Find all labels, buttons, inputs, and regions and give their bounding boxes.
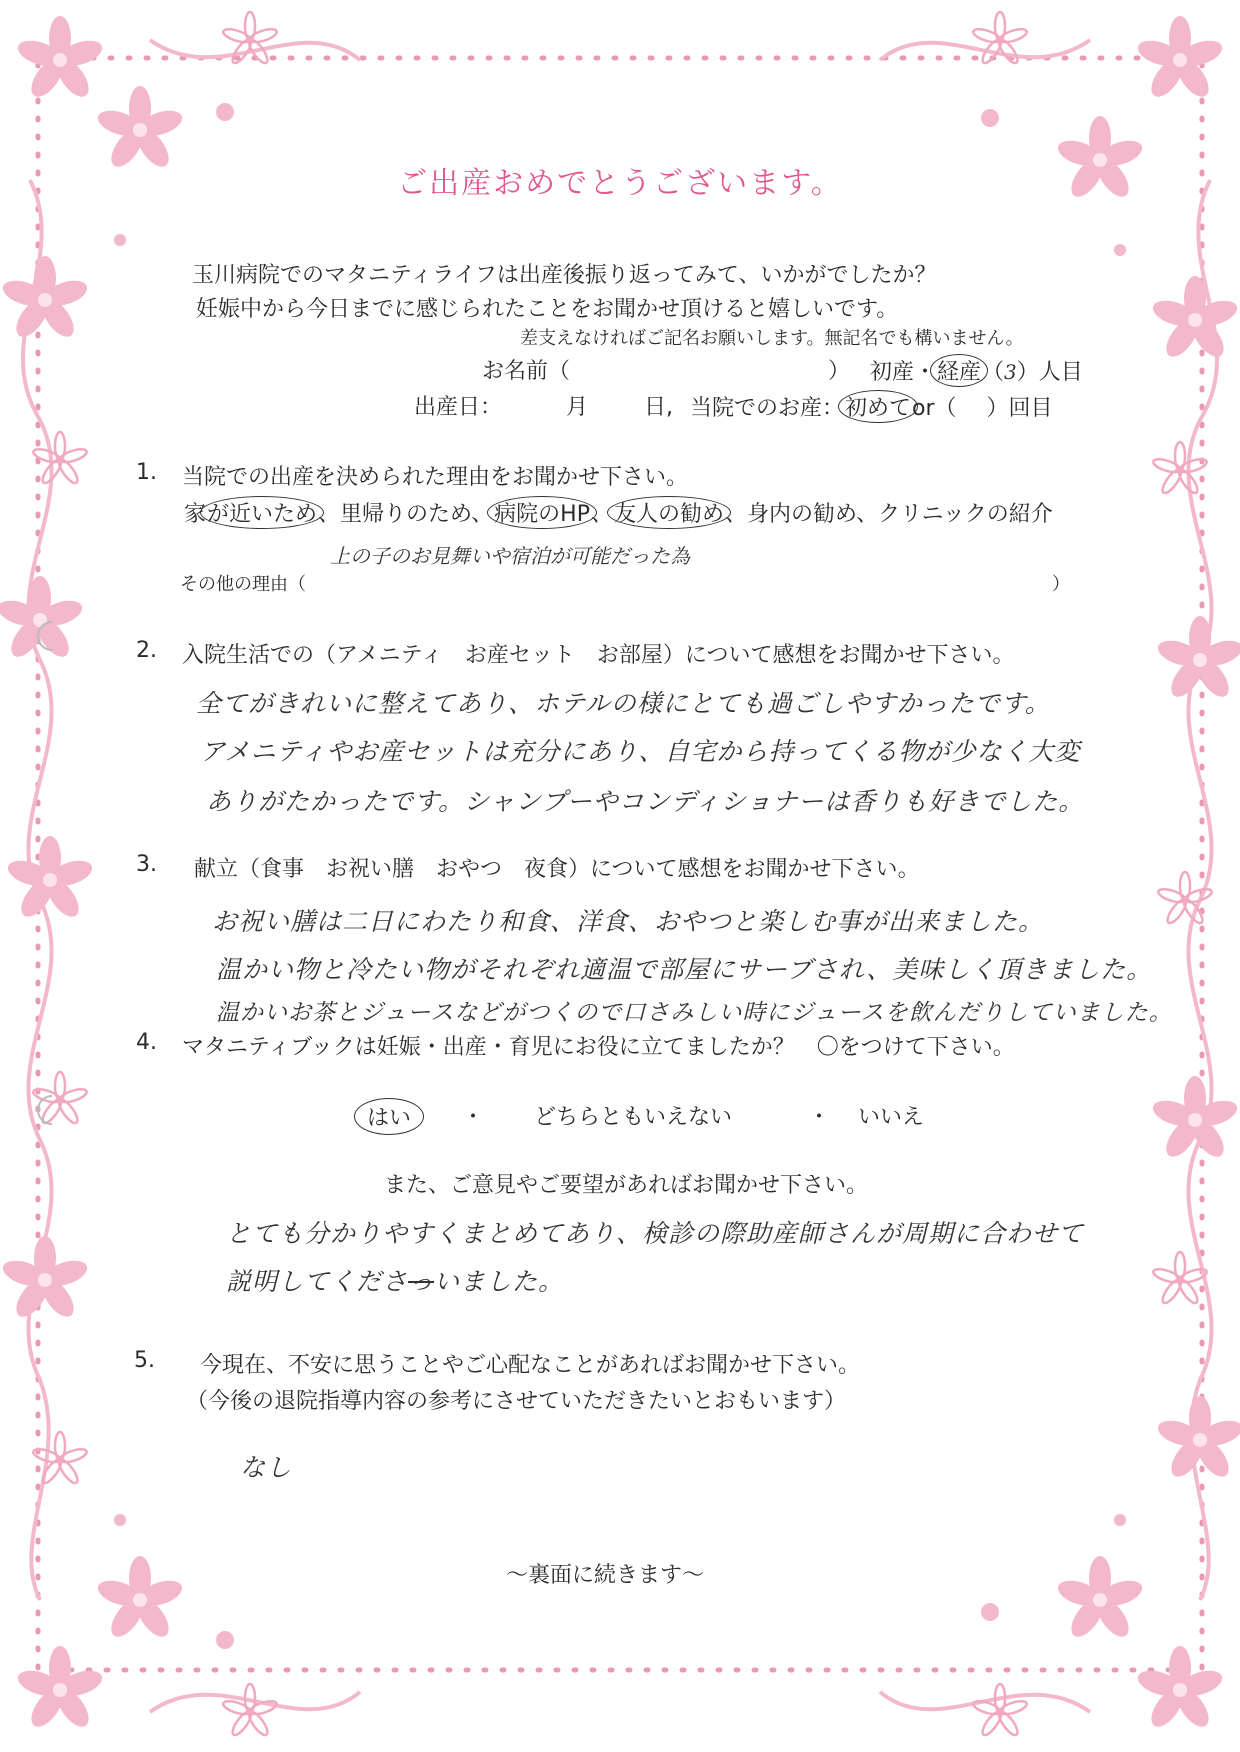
q5-note: （今後の退院指導内容の参考にさせていただきたいとおもいます） (186, 1389, 847, 1414)
q4-answer-2b: いました。 (434, 1267, 565, 1296)
q4-no-option[interactable]: いいえ (858, 1105, 925, 1130)
count-open: （ (982, 360, 1005, 385)
count-value: 3 (1004, 360, 1017, 384)
parity-first: 初産・ (870, 360, 937, 385)
hospital-birth-field[interactable] (690, 390, 1053, 423)
q4-answer-line-2 (226, 1262, 564, 1298)
times-label: ）回目 (986, 396, 1053, 421)
q4-yes-option[interactable] (354, 1098, 424, 1135)
hospital-birth-label: 当院でのお産： (690, 396, 845, 421)
q3-answer-line-3: 温かいお茶とジュースなどがつくので口さみしい時にジュースを飲んだりしていました。 (216, 1000, 1173, 1026)
count-close: ）人目 (1016, 360, 1083, 385)
q4-answer-line-1: とても分かりやすくまとめてあり、検診の際助産師さんが周期に合わせて (226, 1219, 1085, 1248)
q4-neutral-option[interactable]: どちらともいえない (534, 1105, 733, 1130)
q1-other-label: その他の理由（ (180, 574, 306, 595)
q3-answer-line-1: お祝い膳は二日にわたり和食、洋食、おやつと楽しむ事が出来ました。 (212, 907, 1045, 936)
q1-number: 1. (136, 460, 157, 485)
q1-opt-friend-circled: 友人の勧め (607, 496, 731, 529)
q1-question: 当院での出産を決められた理由をお聞かせ下さい。 (182, 465, 689, 490)
or-label: or（ (912, 396, 957, 421)
q4-dot-1: ・ (462, 1105, 485, 1130)
q4-answer-2a: 説明してくださ (226, 1267, 409, 1296)
q1-opt-sep2: 、 (590, 502, 613, 527)
q4-dot-2: ・ (808, 1105, 831, 1130)
q2-answer-line-2: アメニティやお産セットは充分にあり、自宅から持ってくる物が少なく大変 (200, 737, 1081, 766)
intro-line-2: 妊娠中から今日までに感じられたことをお聞かせ頂けると嬉しいです。 (196, 297, 899, 322)
first-time-circled: 初めて (838, 390, 918, 423)
q1-options[interactable] (184, 496, 1053, 529)
q1-opt-near-circled: が近いため (200, 496, 324, 529)
q5-answer: なし (240, 1453, 293, 1482)
birth-date-label: 出産日： (414, 395, 503, 420)
q4-yes-circled: はい (354, 1098, 424, 1135)
q2-answer-line-3: ありがたかったです。シャンプーやコンディショナーは香りも好きでした。 (206, 787, 1085, 816)
q4-sub-question: また、ご意見やご要望があればお聞かせ下さい。 (384, 1173, 869, 1198)
q2-answer-line-1: 全てがきれいに整えてあり、ホテルの様にとても過ごしやすかったです。 (196, 689, 1051, 718)
name-label: お名前（ (482, 359, 571, 384)
birth-month-label: 月 (566, 395, 589, 420)
q4-answer-strike: っ (408, 1267, 435, 1296)
q5-question: 今現在、不安に思うことやご心配なことがあればお聞かせ下さい。 (200, 1353, 861, 1378)
q1-opt-prefix: 家 (184, 502, 207, 527)
q1-opt-hp-circled: 病院のHP (487, 496, 597, 529)
footer-continued: 〜裏面に続きます〜 (506, 1563, 705, 1588)
q1-opt-rest: 、身内の勧め、クリニックの紹介 (725, 502, 1053, 527)
q1-opt-sep: 、里帰りのため、 (318, 502, 494, 527)
q1-other-close: ） (1052, 574, 1070, 595)
name-close: ） (828, 359, 851, 384)
q4-number: 4. (136, 1030, 157, 1055)
q3-question: 献立（食事 お祝い膳 おやつ 夜食）について感想をお聞かせ下さい。 (194, 857, 920, 882)
q4-question: マタニティブックは妊娠・出産・育児にお役に立てましたか？ 〇をつけて下さい。 (182, 1035, 1015, 1060)
parity-field[interactable] (870, 354, 1083, 387)
q2-question: 入院生活での（アメニティ お産セット お部屋）について感想をお聞かせ下さい。 (182, 643, 1015, 668)
intro-line-3: 差支えなければご記名お願いします。無記名でも構いません。 (520, 328, 1024, 349)
q3-answer-line-2: 温かい物と冷たい物がそれぞれ適温で部屋にサーブされ、美味しく頂きました。 (216, 955, 1153, 984)
q3-number: 3. (136, 852, 157, 877)
intro-line-1: 玉川病院でのマタニティライフは出産後振り返ってみて、いかがでしたか？ (192, 263, 937, 288)
q1-other-answer: 上の子のお見舞いや宿泊が可能だった為 (330, 544, 690, 568)
parity-multi-circled: 経産 (930, 354, 988, 387)
birth-day-label: 日, (644, 395, 673, 420)
q2-number: 2. (136, 638, 157, 663)
page-title: ご出産おめでとうございます。 (397, 166, 843, 201)
q5-number: 5. (134, 1348, 155, 1373)
